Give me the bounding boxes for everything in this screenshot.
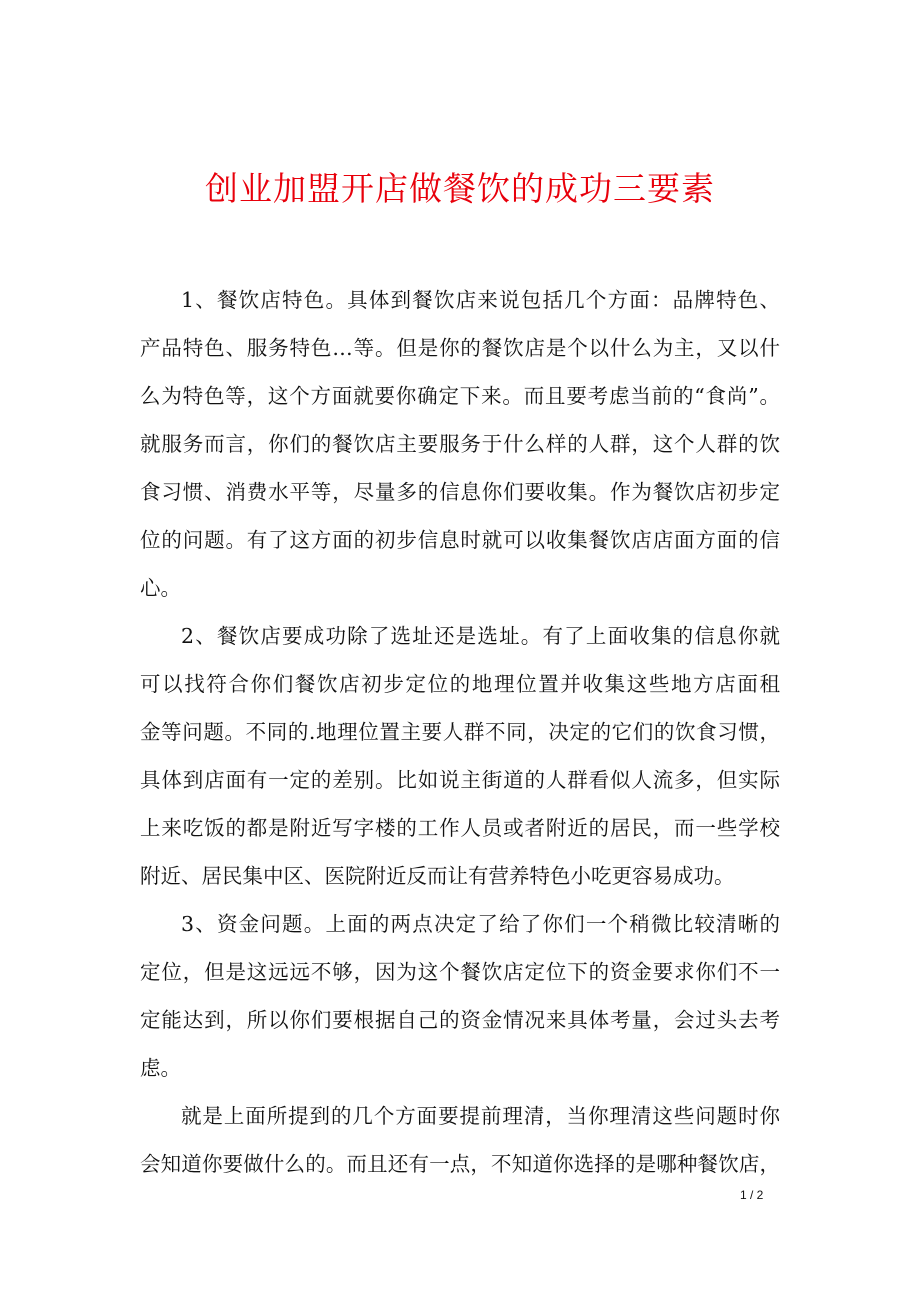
document-title: 创业加盟开店做餐饮的成功三要素: [205, 169, 715, 209]
paragraph-line: 定能达到，所以你们要根据自己的资金情况来具体考量，会过头去考: [140, 1008, 780, 1032]
document-body: [140, 276, 790, 1188]
paragraph-line: 就是上面所提到的几个方面要提前理清，当你理清这些问题时你: [181, 1104, 780, 1128]
paragraph-line: 1、餐饮店特色。具体到餐饮店来说包括几个方面：品牌特色、: [181, 288, 780, 312]
paragraph-line: 定位，但是这远远不够，因为这个餐饮店定位下的资金要求你们不一: [140, 960, 780, 984]
paragraph-line: 虑。: [140, 1056, 181, 1080]
paragraph-line: 会知道你要做什么的。而且还有一点，不知道你选择的是哪种餐饮店，: [140, 1152, 780, 1176]
paragraph-line: 就服务而言，你们的餐饮店主要服务于什么样的人群，这个人群的饮: [140, 432, 780, 456]
paragraph-line: 食习惯、消费水平等，尽量多的信息你们要收集。作为餐饮店初步定: [140, 480, 780, 504]
paragraph-line: 3、资金问题。上面的两点决定了给了你们一个稍微比较清晰的: [181, 912, 780, 936]
paragraph-line: 具体到店面有一定的差别。比如说主街道的人群看似人流多，但实际: [140, 768, 780, 792]
paragraph-2: [140, 612, 790, 900]
paragraph-line: 心。: [140, 576, 181, 600]
paragraph-line: 可以找符合你们餐饮店初步定位的地理位置并收集这些地方店面租: [140, 672, 780, 696]
paragraph-line: 2、餐饮店要成功除了选址还是选址。有了上面收集的信息你就: [181, 624, 780, 648]
paragraph-line: 产品特色、服务特色…等。但是你的餐饮店是个以什么为主，又以什: [140, 336, 780, 360]
paragraph-line: 金等问题。不同的.地理位置主要人群不同，决定的它们的饮食习惯，: [140, 720, 780, 744]
paragraph-3: [140, 900, 790, 1092]
paragraph-1: [140, 276, 790, 612]
paragraph-line: 么为特色等，这个方面就要你确定下来。而且要考虑当前的“食尚”。: [140, 384, 780, 408]
paragraph-line: 附近、居民集中区、医院附近反而让有营养特色小吃更容易成功。: [140, 864, 735, 888]
page-number: 1 / 2: [740, 1188, 764, 1202]
paragraph-line: 上来吃饭的都是附近写字楼的工作人员或者附近的居民，而一些学校: [140, 816, 780, 840]
paragraph-line: 位的问题。有了这方面的初步信息时就可以收集餐饮店店面方面的信: [140, 528, 780, 552]
paragraph-4: [140, 1092, 790, 1188]
